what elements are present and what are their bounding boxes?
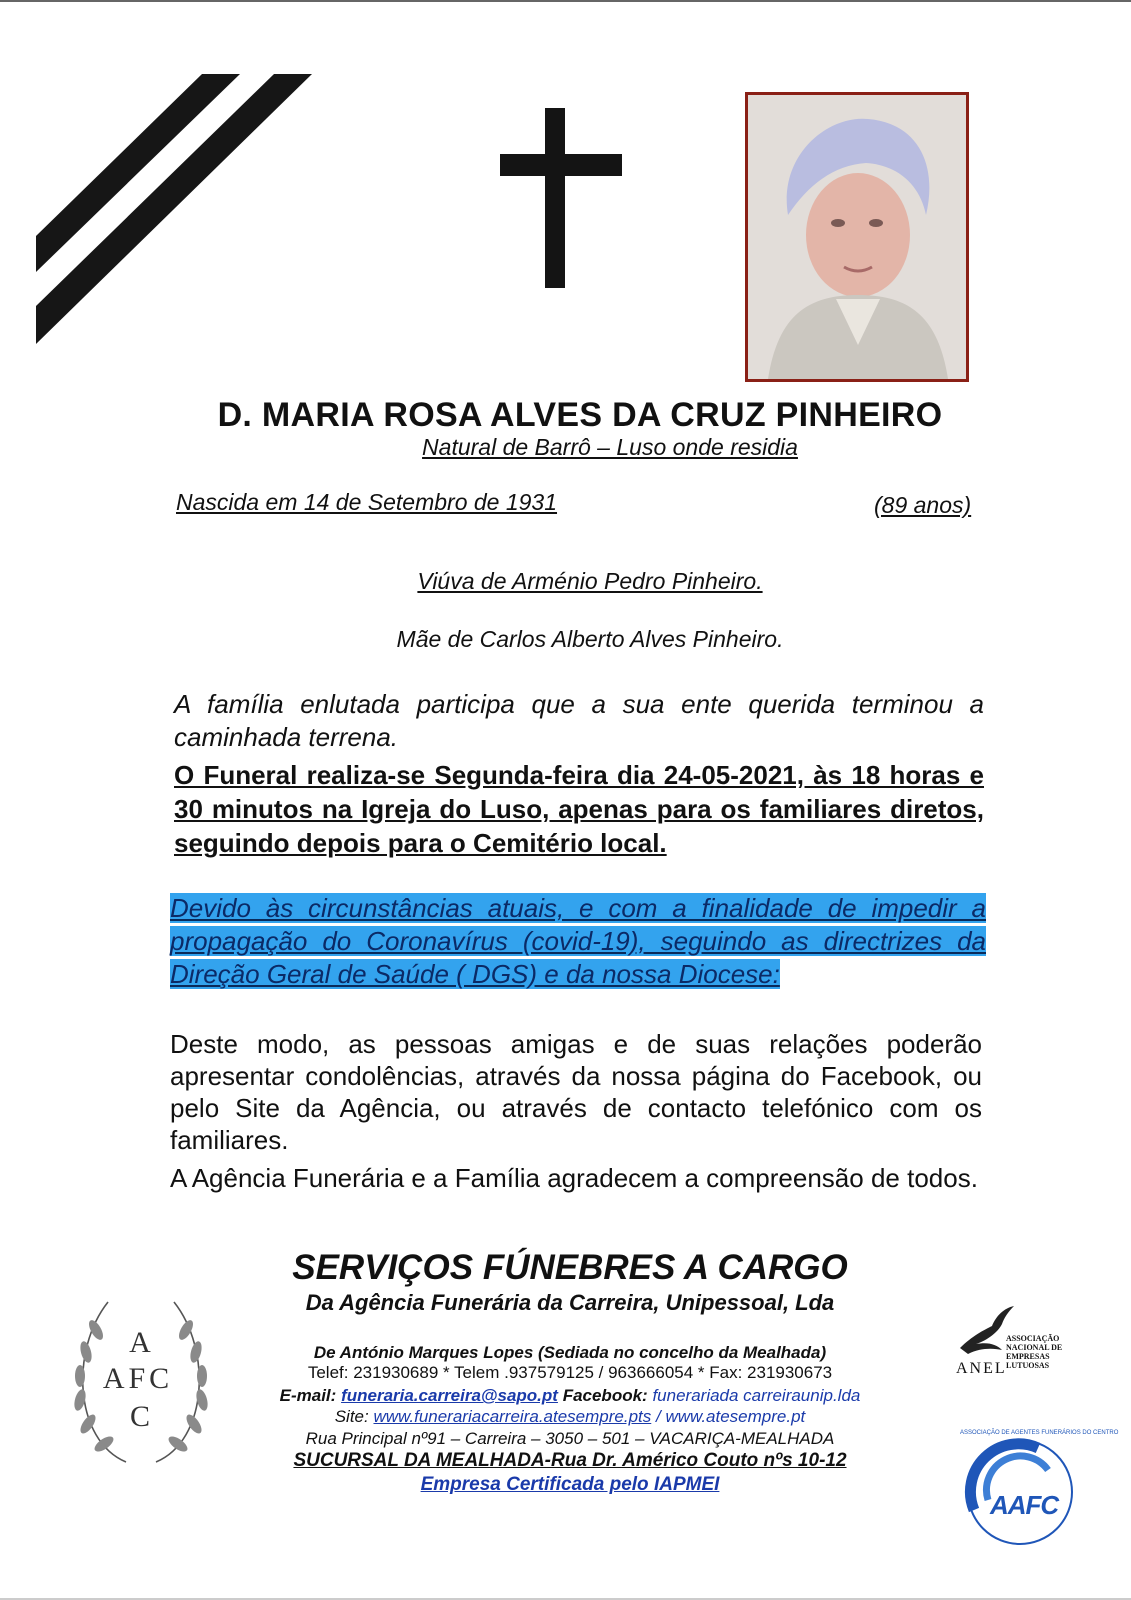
widow-line: Viúva de Arménio Pedro Pinheiro. [417,568,763,594]
covid-notice-text: Devido às circunstâncias atuais, e com a finalidade de impedir a propagação do Coronavírus (covid-19), seguindo as directrizes da Direção Geral de Saúde ( DGS) e da nossa Diocese: [170,893,986,989]
afc-letter-a: A [102,1362,129,1395]
deceased-name: D. MARIA ROSA ALVES DA CRUZ PINHEIRO [217,396,943,434]
anel-line-4: LUTUOSAS [1006,1361,1050,1370]
email-label: E-mail: [279,1386,337,1405]
covid-notice [170,892,986,991]
services-title: SERVIÇOS FÚNEBRES A CARGO [292,1248,848,1287]
birth-date: Nascida em 14 de Setembro de 1931 [176,489,558,515]
portrait-photo [745,92,969,382]
portrait-image [748,95,966,379]
anel-line-3: EMPRESAS [1006,1352,1050,1361]
aafc-word: AAFC [990,1490,1059,1520]
afc-letter-c: C [149,1362,174,1395]
email-link[interactable]: funeraria.carreira@sapo.pt [341,1386,558,1405]
site-link-secondary[interactable]: www.atesempre.pt [665,1407,806,1426]
top-rule [0,0,1131,2]
facebook-label: Facebook: [562,1386,648,1405]
thanks-line: A Agência Funerária e a Família agradecem a compreensão de todos. [170,1163,978,1193]
birthplace-line: Natural de Barrô – Luso onde residia [422,434,798,460]
phone-line: Telef: 231930689 * Telem .937579125 / 963666054 * Fax: 231930673 [307,1363,833,1382]
site-label: Site: [334,1407,369,1426]
condolences-info: Deste modo, as pessoas amigas e de suas relações poderão apresentar condolências, através da nossa página do Facebook, ou pelo Site da Agência, ou através de contacto telefónico com os familiares. [170,1029,982,1155]
site-link-primary[interactable]: www.funerariacarreira.atesempre.pts [373,1407,652,1426]
site-line [230,1406,910,1428]
certification-line: Empresa Certificada pelo IAPMEI [420,1474,720,1495]
anel-word: ANEL [956,1360,1007,1377]
owner-line: De António Marques Lopes (Sediada no concelho da Mealhada) [313,1343,827,1362]
anel-small-text [1006,1334,1062,1370]
mother-line: Mãe de Carlos Alberto Alves Pinheiro. [396,626,784,652]
anel-line-1: ASSOCIAÇÃO [1006,1334,1060,1343]
funeral-details: O Funeral realiza-se Segunda-feira dia 24-05-2021, às 18 horas e 30 minutos na Igreja do Luso, apenas para os familiares diretos, seguindo depois para o Cemitério local. [174,760,984,858]
afc-letter-bottom: C [129,1400,150,1433]
email-facebook-line [230,1385,910,1407]
address-line: Rua Principal nº91 – Carreira – 3050 – 501 – VACARIÇA-MEALHADA [305,1429,835,1448]
aafc-ring-label: ASSOCIAÇÃO DE AGENTES FUNERÁRIOS DO CENTRO [960,1430,1119,1436]
branch-line: SUCURSAL DA MEALHADA-Rua Dr. Américo Couto nºs 10-12 [293,1450,847,1471]
afc-letter-top: A [129,1326,151,1359]
family-announcement: A família enlutada participa que a sua ente querida terminou a caminhada terrena. [174,689,984,752]
afc-letter-f: F [128,1362,150,1395]
afc-letters-middle [88,1362,188,1396]
agency-name: Da Agência Funerária da Carreira, Unipessoal, Lda [305,1290,835,1315]
cross-icon [500,108,624,290]
age: (89 anos) [874,492,972,518]
mourning-stripes-icon [36,74,306,344]
facebook-link[interactable]: funerariada carreiraunip.lda [652,1386,861,1405]
site-separator: / [651,1407,666,1426]
aafc-ring-text [960,1430,1119,1550]
anel-line-2: NACIONAL DE [1006,1343,1063,1352]
